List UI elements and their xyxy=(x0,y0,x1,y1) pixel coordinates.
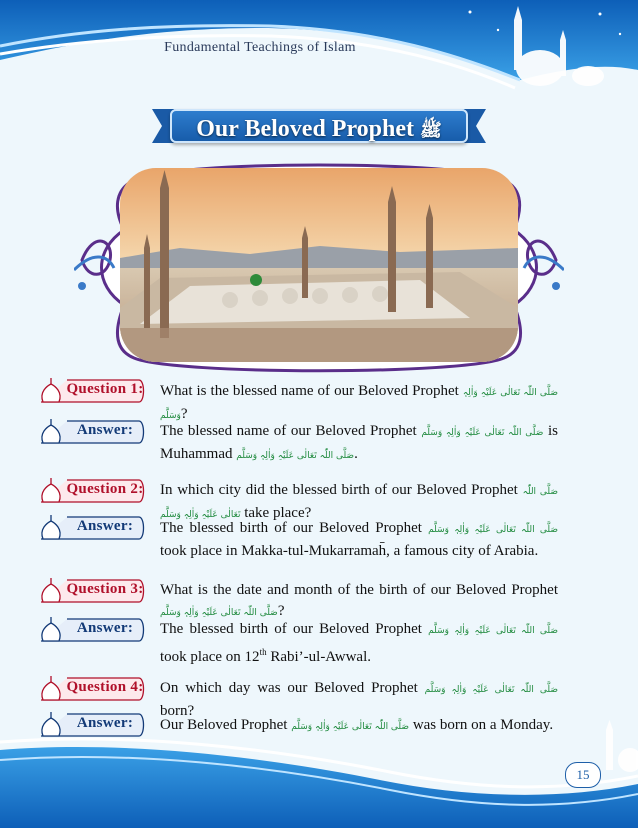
answer-tag xyxy=(37,615,145,643)
salutation-icon: صَلَّی اللّٰہ تَعَالٰی عَلَیْہِ وَاٰلِہٖ وَسَلَّم xyxy=(236,451,355,461)
salutation-icon: صَلَّی اللّٰہ تَعَالٰی عَلَیْہِ وَاٰلِہٖ وَسَلَّم xyxy=(160,608,278,618)
question-tag-label: Question 3: xyxy=(66,581,144,597)
question-tag-label: Question 2: xyxy=(66,481,144,497)
question-tail: born? xyxy=(160,703,195,719)
question-tail: ? xyxy=(180,406,188,422)
answer-body: The blessed birth of our Beloved Prophet xyxy=(160,621,422,637)
answer-tail: took place on 12 xyxy=(160,649,260,665)
question-body: In which city did the blessed birth of our Beloved Prophet xyxy=(160,482,518,498)
mosque-photo xyxy=(120,168,518,362)
title-banner xyxy=(152,103,486,149)
banner-honorific: ﷺ xyxy=(420,120,442,141)
salutation-icon: صَلَّی اللّٰہ تَعَالٰی عَلَیْہِ وَاٰلِہٖ وَسَلَّم xyxy=(428,626,558,636)
ordinal-suffix: th xyxy=(259,647,267,657)
answer-tag-label: Answer: xyxy=(76,518,134,534)
question-tail: take place? xyxy=(244,505,312,521)
mosque-illustration-icon xyxy=(120,168,518,362)
salutation-icon: صَلَّی اللّٰہ تَعَالٰی عَلَیْہِ وَاٰلِہٖ وَسَلَّم xyxy=(160,487,558,520)
answer-tag-label: Answer: xyxy=(76,715,134,731)
answer-tag xyxy=(37,417,145,445)
answer-body: Our Beloved Prophet xyxy=(160,717,288,733)
question-body: What is the date and month of the birth of our Beloved Prophet xyxy=(160,582,558,598)
salutation-icon: صَلَّی اللّٰہ تَعَالٰی عَلَیْہِ وَاٰلِہٖ وَسَلَّم xyxy=(424,685,558,695)
footer-wave-decoration xyxy=(0,720,638,828)
question-tag-label: Question 1: xyxy=(66,381,144,397)
salutation-icon: صَلَّی اللّٰہ تَعَالٰی عَلَیْہِ وَاٰلِہٖ وَسَلَّم xyxy=(291,722,410,732)
salutation-icon: صَلَّی اللّٰہ تَعَالٰی عَلَیْہِ وَاٰلِہٖ وَسَلَّم xyxy=(428,525,558,535)
answer-body: The blessed birth of our Beloved Prophet xyxy=(160,520,422,536)
salutation-icon: صَلَّی اللّٰہ تَعَالٰی عَلَیْہِ وَاٰلِہٖ وَسَلَّم xyxy=(160,388,558,421)
question-tag-label: Question 4: xyxy=(66,679,144,695)
banner-plate xyxy=(170,109,468,143)
answer-text xyxy=(160,518,558,562)
answer-tail: was born on a Monday. xyxy=(412,717,554,733)
answer-tag-label: Answer: xyxy=(76,620,134,636)
answer-tag xyxy=(37,513,145,541)
answer-tag-label: Answer: xyxy=(76,422,134,438)
question-text xyxy=(160,580,558,624)
question-tag xyxy=(37,674,145,702)
banner-title-text: Our Beloved Prophet xyxy=(196,116,415,142)
page-number: 15 xyxy=(565,762,601,788)
banner-title xyxy=(170,116,468,145)
answer-text xyxy=(160,619,558,668)
answer-tail2: . xyxy=(354,446,358,462)
question-tag xyxy=(37,476,145,504)
question-tail: ? xyxy=(277,603,285,619)
salutation-icon: صَلَّی اللّٰہ تَعَالٰی عَلَیْہِ وَاٰلِہٖ وَسَلَّم xyxy=(421,428,544,438)
running-header-title: Fundamental Teachings of Islam xyxy=(164,40,356,55)
answer-tail2: Rabi’-ul-Awwal. xyxy=(270,649,372,665)
answer-tail: is Muhammad xyxy=(160,423,558,462)
question-tag xyxy=(37,376,145,404)
question-tag xyxy=(37,576,145,604)
question-body: What is the blessed name of our Beloved Prophet xyxy=(160,383,459,399)
answer-body: The blessed name of our Beloved Prophet xyxy=(160,423,417,439)
question-body: On which day was our Beloved Prophet xyxy=(160,680,418,696)
answer-tail: took place in Makka-tul-Mukarramah̄, a famous city of Arabia. xyxy=(160,543,539,559)
answer-text xyxy=(160,421,558,467)
